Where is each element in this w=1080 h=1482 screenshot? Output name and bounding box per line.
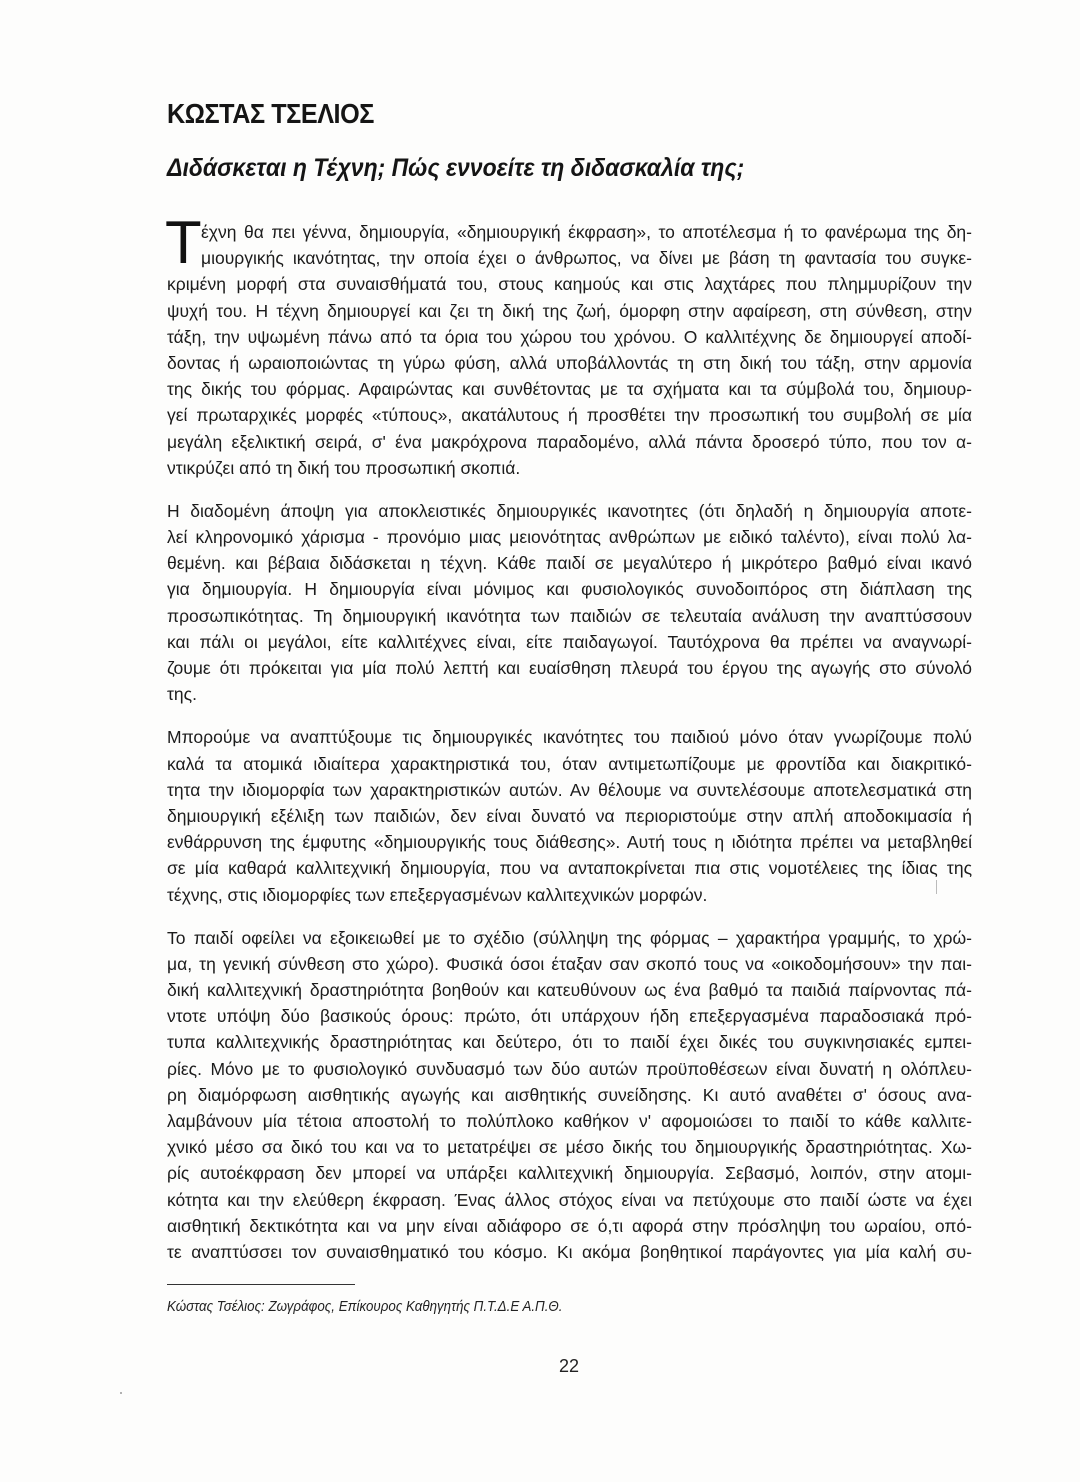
text-line: και πάλι οι μεγάλοι, είτε καλλιτέχνες είναι, είτε παιδαγωγοί. Ταυτόχρονα θα πρέπει να αναγνωρί- — [167, 631, 972, 652]
text-line: ενθάρρυνση της έμφυτης «δημιουργικής τους διάθεσης». Αυτή τους η ιδιότητα πρέπει να μεταβληθεί — [167, 832, 972, 853]
text-line: Το παιδί οφείλει να εξοικειωθεί με το σχέδιο (σύλληψη της φόρμας – χαρακτήρα γραμμής, το χρώ- — [167, 927, 972, 948]
page-number: 22 — [559, 1356, 580, 1376]
text-line: λαμβάνουν μία τέτοια αποστολή το πολύπλοκο καθήκον ν' αφομοιώσει το παιδί το κάθε καλλιτε- — [167, 1111, 972, 1131]
article-body — [165, 209, 972, 1282]
text-line: σε μία καθαρά καλλιτεχνική δημιουργία, που να ανταποκρίνεται πια στις νομοτέλειες της ίδιας της — [167, 858, 972, 879]
text-line: τυπα καλλιτεχνικής δραστηριότητας και δεύτερο, ότι το παιδί έχει δικές του συγκινησιακές εμπει- — [167, 1032, 972, 1053]
scan-speck — [120, 1392, 122, 1394]
text-line: για δημιουργία. Η δημιουργία είναι μόνιμος και φυσιολογικός συνοδοιπόρος στη διάπλαση της — [167, 579, 972, 600]
text-line: κότητα και την ελεύθερη έκφραση. Ένας άλλος στόχος είναι να πετύχουμε στο παιδί ώστε να έχει — [167, 1189, 972, 1210]
drop-cap: Τ — [165, 209, 202, 276]
text-line: Μπορούμε να αναπτύξουμε τις δημιουργικές ικανότητες του παιδιού μόνο όταν γνωρίζουμε πολύ — [167, 727, 972, 748]
text-line: ντοτε υπόψη δύο βασικούς όρους: πρώτο, ότι υπάρχουν ήδη επεξεργασμένα παραδοσιακά πρό- — [167, 1006, 972, 1027]
text-line: κριμένη μορφή στα συναισθήματά του, στους καημούς και στις λαχτάρες που πλημμυρίζουν την — [167, 274, 972, 295]
text-line: τε αναπτύσσει τον συναισθηματικό του κόσμο. Κι ακόμα βοηθητικοί παράγοντες για μία καλή συ- — [167, 1241, 972, 1262]
text-line: προσωπικότητας. Τη δημιουργική ικανότητα των παιδιών σε τελευταία ανάλυση την αναπτύσσουν — [167, 605, 972, 626]
text-line: δοντας ή ωραιοποιώντας τη γύρω φύση, αλλά υποβάλλοντάς τη στη δική του τάξη, στην αρμονία — [167, 352, 972, 373]
text-line: γεί πρωταρχικές μορφές «τύπους», ακατάλυτους ή προσθέτει την προσωπική του συμβολή σε μία — [167, 405, 972, 426]
text-line: αισθητική δεκτικότητα και να μην είναι αδιάφορο σε ό,τι αφορά στην πρόσληψη του ωραίου, οπό- — [167, 1215, 972, 1236]
text-line: μιουργικής ικανότητας, την οποία έχει ο άνθρωπος, να δίνει με βάση τη φαντασία του συγκε- — [201, 248, 972, 269]
text-line: θεμένη. και βέβαια διδάσκεται η τέχνη. Κάθε παιδί σε μεγαλύτερο ή μικρότερο βαθμό είναι ικανό — [167, 553, 972, 574]
text-line: τέχνης, στις ιδιομορφίες των επεξεργασμένων καλλιτεχνικών μορφών. — [167, 884, 708, 905]
paragraph-4 — [167, 925, 972, 1265]
paragraph-3 — [167, 724, 972, 907]
text-line: ρη διαμόρφωση αισθητικής αγωγής και αισθητικής συνείδησης. Κι αυτό αναθέτει σ' όσους ανα- — [167, 1084, 972, 1105]
article-title: Διδάσκεται η Τέχνη; Πώς εννοείτε τη διδασκαλία της; — [167, 154, 745, 182]
text-line: ψυχή του. Η τέχνη δημιουργεί και ζει τη δική της ζωή, όμορφη στην αφαίρεση, στη σύνθεση, στην — [167, 300, 972, 321]
paragraph-1 — [165, 209, 972, 481]
scan-speck — [936, 880, 937, 894]
text-line: χνικό μέσο σα δικό του και να το μετατρέψει σε μέσο δικής του δημιουργικής δραστηριότητας. Χω- — [167, 1137, 972, 1158]
text-line: Η διαδομένη άποψη για αποκλειστικές δημιουργικές ικανοτητες (ότι δηλαδή η δημιουργία αποτε- — [167, 500, 972, 521]
text-line: ρίς αυτοέκφραση δεν μπορεί να υπάρξει καλλιτεχνική δημιουργία. Σεβασμό, λοιπόν, στην ατομι- — [167, 1163, 972, 1184]
text-line: μα, τη γενική σύνθεση στο χώρο). Φυσικά όσοι έταξαν σαν σκοπό τους να «οικοδομήσουν» την παι- — [167, 953, 972, 974]
text-line: καλά τα ατομικά ιδιαίτερα χαρακτηριστικά του, όταν αντιμετωπίζουμε με φροντίδα και διακριτικό- — [167, 753, 972, 774]
text-line: έχνη θα πει γέννα, δημιουργία, «δημιουργική έκφραση», το αποτέλεσμα ή το φανέρωμα της δη- — [201, 222, 972, 242]
footnote: Κώστας Τσέλιος: Ζωγράφος, Επίκουρος Καθηγητής Π.Τ.Δ.Ε Α.Π.Θ. — [167, 1299, 563, 1315]
footnote-divider — [167, 1284, 355, 1285]
text-line: ντικρύζει από τη δική του προσωπική σκοπιά. — [167, 457, 521, 478]
text-line: δημιουργική εξέλιξη των παιδιών, δεν είναι δυνατό να περιοριστούμε στην απλή αποδοκιμασία ή — [167, 805, 972, 826]
text-line: τάξη, την υψωμένη πάνω από τα όρια του χώρου του χρόνου. Ο καλλιτέχνης δε δημιουργεί αποδί- — [167, 326, 972, 347]
text-line: τητα την ιδιομορφία των χαρακτηριστικών αυτών. Αν θέλουμε να συντελέσουμε αποτελεσματικά στη — [167, 779, 972, 800]
paragraph-2 — [167, 498, 972, 708]
text-line: μεγάλη εξελικτική σειρά, σ' ένα μακρόχρονα παραδομένο, αλλά πάντα δροσερό τύπο, που τον α- — [167, 431, 972, 452]
text-line: της δικής του φόρμας. Αφαιρώντας και συνθέτοντας με τα σχήματα και τα σύμβολά του, δημιουρ- — [167, 379, 972, 400]
author-name: ΚΩΣΤΑΣ ΤΣΕΛΙΟΣ — [167, 98, 374, 129]
text-line: της. — [167, 684, 197, 705]
text-line: λεί κληρονομικό χάρισμα - προνόμιο μιας μειονότητας ανθρώπων με ειδικό ταλέντο), είναι πολύ λα- — [167, 527, 972, 548]
text-line: ρίες. Μόνο με το φυσιολογικό συνδυασμό των δύο αυτών προϋποθέσεων είναι δυνατή η ολόπλευ- — [167, 1058, 972, 1079]
text-line: δική καλλιτεχνική δραστηριότητα βοηθούν και κατευθύνουν ως ένα βαθμό τα παιδιά παίρνοντας πά- — [167, 980, 972, 1001]
text-line: ζουμε ότι πρόκειται για μία πολύ λεπτή και ευαίσθηση πλευρά του έργου της αγωγής στο σύνολό — [167, 658, 972, 678]
